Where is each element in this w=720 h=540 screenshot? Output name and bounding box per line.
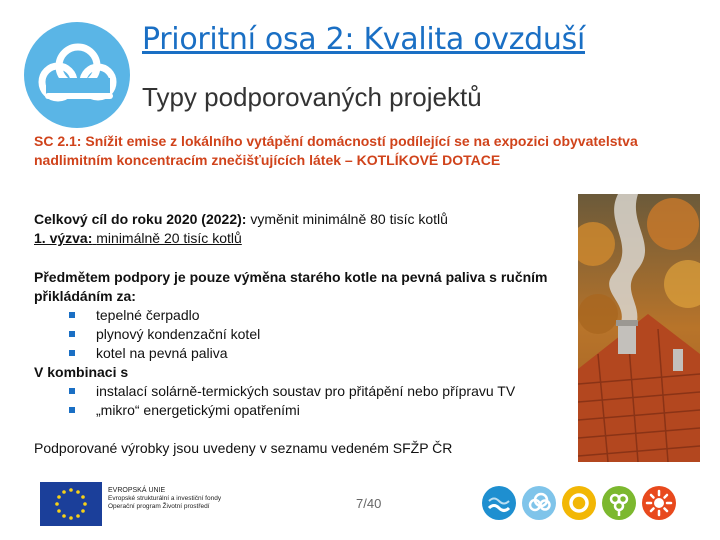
page-subtitle: Typy podporovaných projektů (142, 82, 482, 112)
list-item: plynový kondenzační kotel (64, 325, 579, 344)
list-item: tepelné čerpadlo (64, 306, 579, 325)
chimney-smoke-image (578, 194, 700, 462)
eu-line: EVROPSKÁ UNIE (108, 487, 166, 494)
goal-label: Celkový cíl do roku 2020 (2022): (34, 211, 247, 227)
eu-flag (40, 482, 102, 526)
waste-icon (562, 486, 596, 520)
footnote: Podporované výrobky jsou uvedeny v seznamu vedeném SFŽP ČR (34, 440, 453, 456)
call-label: 1. výzva: (34, 230, 93, 246)
combo-label: V kombinaci s (34, 364, 129, 380)
support-list (34, 306, 579, 363)
bullet-icon (69, 388, 75, 394)
support-intro: Předmětem podpory je pouze výměna starého kotle na pevná paliva s ručním přikládáním za: (34, 269, 548, 304)
eu-line: Operační program Životní prostředí (108, 503, 210, 510)
bullet-icon (69, 312, 75, 318)
water-icon (482, 486, 516, 520)
eu-stars-icon (40, 482, 102, 526)
program-logo (24, 22, 130, 128)
call-line (34, 229, 448, 248)
air-icon (522, 486, 556, 520)
cloud-icon (24, 22, 130, 128)
eu-text (108, 487, 221, 511)
support-block (34, 268, 579, 420)
goal-line (34, 210, 448, 229)
call-value: minimálně 20 tisíc kotlů (96, 230, 242, 246)
goal-value: vyměnit minimálně 80 tisíc kotlů (250, 211, 448, 227)
list-item: „mikro“ energetickými opatřeními (64, 401, 579, 420)
page-number: 7/40 (356, 496, 382, 511)
specific-objective: SC 2.1: Snížit emise z lokálního vytápění domácností podílející se na expozici obyvatelstva nadlimitním koncentracím znečišťujících látek – KOTLÍKOVÉ DOTACE (34, 133, 638, 168)
page-title: Prioritní osa 2: Kvalita ovzduší (142, 22, 585, 57)
energy-icon (642, 486, 676, 520)
bullet-icon (69, 331, 75, 337)
combo-list (34, 382, 579, 420)
bullet-icon (69, 350, 75, 356)
eu-line: Evropské strukturální a investiční fondy (108, 495, 222, 502)
goal-block (34, 210, 448, 248)
bullet-icon (69, 407, 75, 413)
list-item: kotel na pevná paliva (64, 344, 579, 363)
nature-icon (602, 486, 636, 520)
list-item: instalací solárně-termických soustav pro přitápění nebo přípravu TV (64, 382, 579, 401)
chimney-photo (578, 194, 700, 462)
